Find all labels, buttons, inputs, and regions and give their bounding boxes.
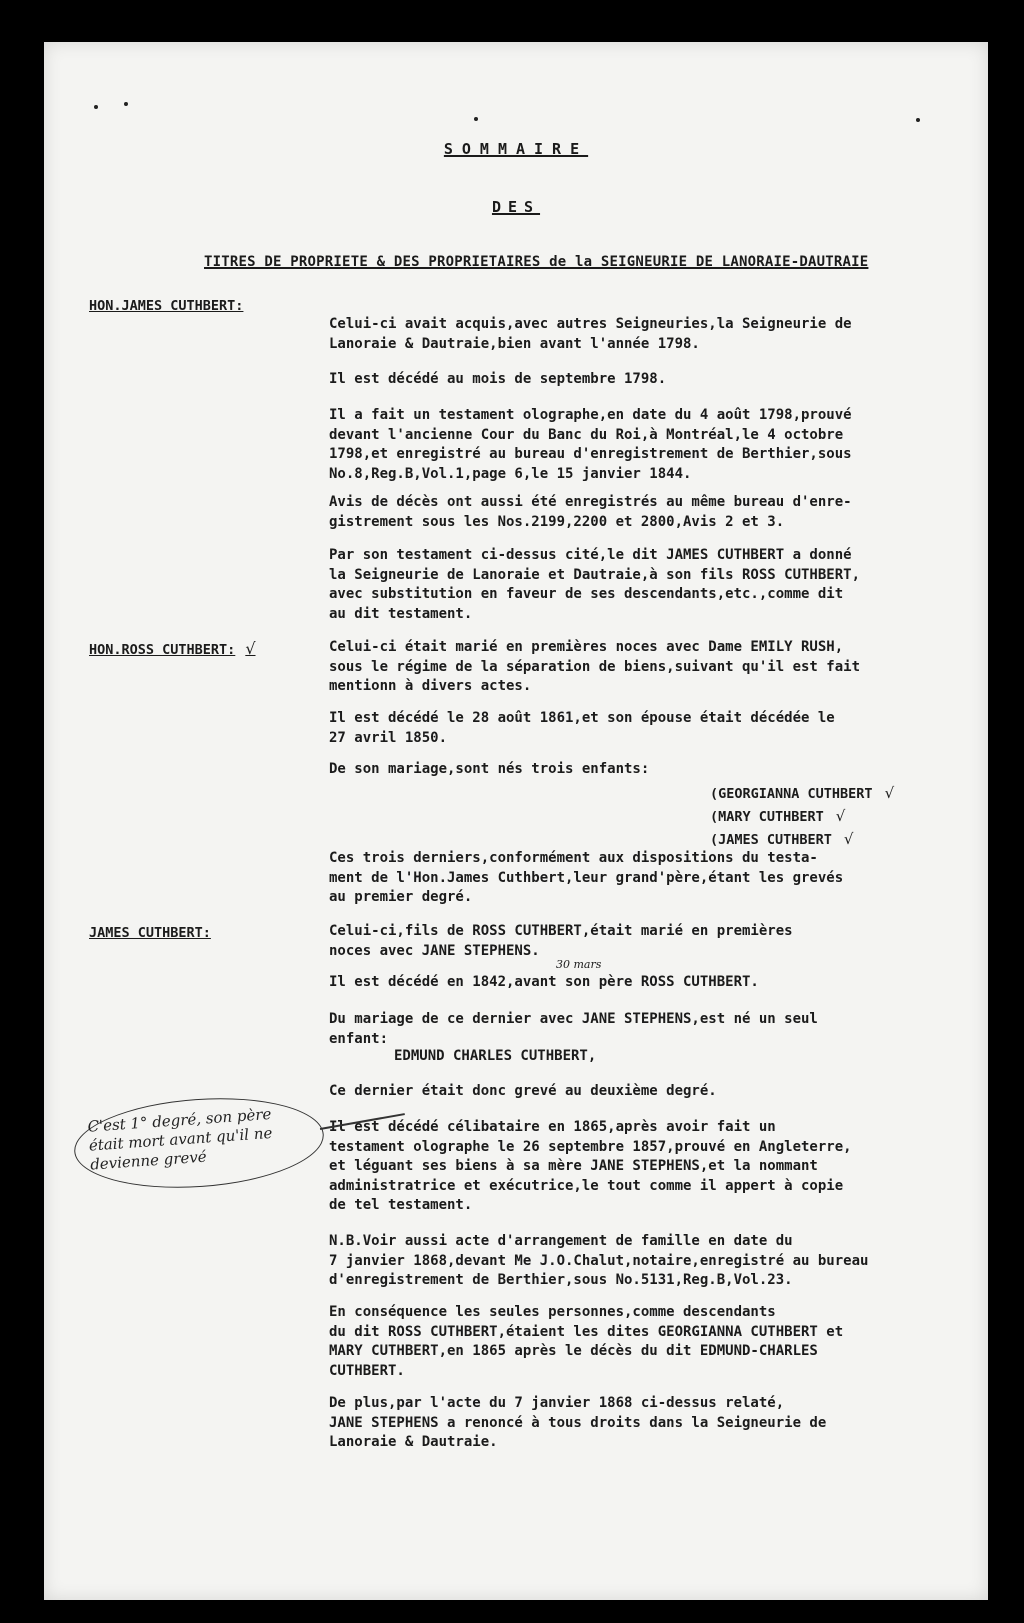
list-item: (JAMES CUTHBERT √ bbox=[710, 830, 854, 848]
paragraph: Celui-ci était marié en premières noces avec Dame EMILY RUSH, sous le régime de la séparation de biens,suivant qu'il est fait mentionn à divers actes. bbox=[329, 639, 861, 694]
document-page bbox=[44, 42, 988, 1600]
paragraph: Du mariage de ce dernier avec JANE STEPHENS,est né un seul enfant: bbox=[329, 1011, 818, 1047]
paragraph: Avis de décès ont aussi été enregistrés au même bureau d'enre- gistrement sous les Nos.2199,2200 et 2800,Avis 2 et 3. bbox=[329, 494, 852, 530]
paragraph: Celui-ci,fils de ROSS CUTHBERT,était marié en premières noces avec JANE STEPHENS. bbox=[329, 923, 793, 959]
list-item: (GEORGIANNA CUTHBERT √ bbox=[710, 784, 895, 802]
paragraph: En conséquence les seules personnes,comme descendants du dit ROSS CUTHBERT,étaient les dites GEORGIANNA CUTHBERT et MARY CUTHBERT,en 1865 après le décès du dit EDMUND-CHARLES CUTHBERT. bbox=[329, 1304, 844, 1379]
document-title: SOMMAIRE bbox=[443, 140, 589, 158]
paragraph: Ces trois derniers,conformément aux dispositions du testa- ment de l'Hon.James Cuthbert,leur grand'père,étant les grevés au premier degré. bbox=[329, 850, 844, 905]
section-label-ross-cuthbert: HON.ROSS CUTHBERT: √ bbox=[89, 639, 256, 658]
children-list bbox=[710, 782, 894, 851]
paragraph: N.B.Voir aussi acte d'arrangement de famille en date du 7 janvier 1868,devant Me J.O.Chalut,notaire,enregistré au bureau d'enregistrement de Berthier,sous No.5131,Reg.B,Vol.23. bbox=[329, 1233, 869, 1288]
section-label-james-cuthbert-senior: HON.JAMES CUTHBERT: bbox=[89, 298, 244, 314]
check-mark-icon: √ bbox=[843, 830, 854, 848]
paragraph: Il est décédé au mois de septembre 1798. bbox=[329, 371, 667, 387]
scan-speck bbox=[124, 102, 128, 106]
section-label-james-cuthbert: JAMES CUTHBERT: bbox=[89, 925, 211, 941]
check-mark-icon: √ bbox=[245, 639, 256, 658]
scan-speck bbox=[916, 118, 920, 122]
paragraph: Il est décédé célibataire en 1865,après avoir fait un testament olographe le 26 septembre 1857,prouvé en Angleterre, et léguant ses biens à sa mère JANE STEPHENS,et la nommant administratrice et exécutrice,le tout comme il appert à copie de tel testament. bbox=[329, 1119, 852, 1213]
handwritten-margin-note: C'est 1° degré, son père était mort avant qu'il ne devienne grevé bbox=[71, 1090, 327, 1195]
paragraph: Celui-ci avait acquis,avec autres Seigneuries,la Seigneurie de Lanoraie & Dautraie,bien avant l'année 1798. bbox=[329, 316, 852, 352]
paragraph: Il est décédé en 1842,avant son père ROSS CUTHBERT. bbox=[329, 974, 759, 990]
check-mark-icon: √ bbox=[884, 784, 895, 802]
paragraph: De plus,par l'acte du 7 janvier 1868 ci-dessus relaté, JANE STEPHENS a renoncé à tous droits dans la Seigneurie de Lanoraie & Dautraie. bbox=[329, 1395, 827, 1450]
handwritten-date-annotation: 30 mars bbox=[556, 958, 602, 971]
paragraph: Par son testament ci-dessus cité,le dit JAMES CUTHBERT a donné la Seigneurie de Lanoraie et Dautraie,à son fils ROSS CUTHBERT, avec substitution en faveur de ses descendants,etc.,comme dit au dit testament. bbox=[329, 547, 861, 622]
document-subtitle: DES bbox=[491, 198, 541, 216]
document-heading: TITRES DE PROPRIETE & DES PROPRIETAIRES de la SEIGNEURIE DE LANORAIE-DAUTRAIE bbox=[204, 254, 869, 270]
paragraph: Il est décédé le 28 août 1861,et son épouse était décédée le 27 avril 1850. bbox=[329, 710, 835, 746]
paragraph: Ce dernier était donc grevé au deuxième degré. bbox=[329, 1083, 717, 1099]
scan-speck bbox=[474, 117, 478, 121]
paragraph: Il a fait un testament olographe,en date du 4 août 1798,prouvé devant l'ancienne Cour du Banc du Roi,à Montréal,le 4 octobre 1798,et enregistré au bureau d'enregistrement de Berthier,sous No.8,Reg.B,Vol.1,page 6,le 15 janvier 1844. bbox=[329, 407, 852, 482]
grandchild-name: EDMUND CHARLES CUTHBERT, bbox=[394, 1048, 597, 1064]
scan-speck bbox=[94, 105, 98, 109]
list-item: (MARY CUTHBERT √ bbox=[710, 807, 846, 825]
check-mark-icon: √ bbox=[835, 807, 846, 825]
paragraph: De son mariage,sont nés trois enfants: bbox=[329, 761, 650, 777]
